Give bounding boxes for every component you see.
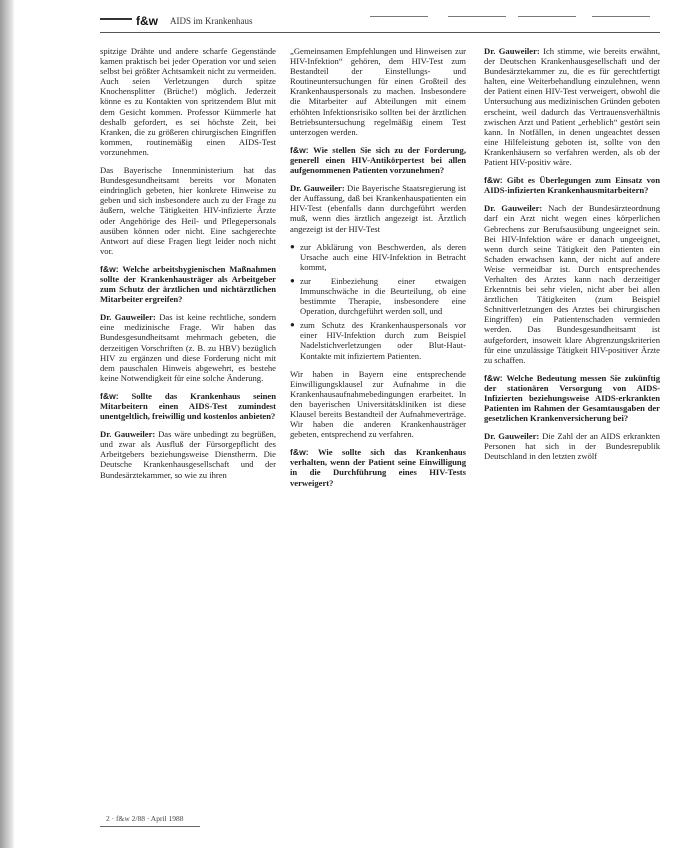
answer-text: Die Bayerische Staatsregierung ist der Auffassung, daß bei Krankenhauspatienten ein HIV-Test (ebenfalls dann durchgeführt werden muß, wenn dies ärztlich angezeigt ist. Ärztlich angezeigt ist der HIV-Test [290, 183, 466, 234]
journal-logo: f&w [136, 14, 158, 28]
speaker-name: Dr. Gauweiler: [484, 203, 543, 214]
question-text: Wie stellen Sie sich zu der Forderung, generell einen HIV-Antikörpertest bei allen aufgenommenen Patienten vorzunehmen? [290, 144, 466, 176]
speaker-name: Dr. Gauweiler: [484, 46, 540, 56]
question-label: f&w: [484, 372, 503, 383]
bullet-item: ● zur Einbeziehung einer etwaigen Immunschwäche in die Beurteilung, ob eine bestimmte Therapie, insbesondere eine Operation, durchgeführt werden soll, und [290, 276, 466, 316]
body-paragraph: „Gemeinsamen Empfehlungen und Hinweisen zur HIV-Infektion“ gehören, dem HIV-Test zum Bestandteil der Einstellungs- und Routineuntersuchungen für einen Großteil des Krankenhauspersonals zu machen. Insbesondere die Mitarbeiter auf Abteilungen mit einem erhöhten Infektionsrisiko sollten bei der ärztlichen Betriebsuntersuchung regelmäßig einem Test unterzogen werden. [290, 46, 466, 137]
interview-answer [484, 203, 660, 365]
speaker-name: Dr. Gauweiler: [100, 429, 156, 440]
speaker-name: Dr. Gauweiler: [290, 183, 345, 194]
question-text: Sollte das Krankenhaus seinen Mitarbeitern einen AIDS-Test zumindest unentgeltlich, freiwillig und kostenlos anbieten? [100, 390, 276, 422]
answer-text: Das wäre unbedingt zu begrüßen, und zwar als Ausfluß der Fürsorgepflicht des Arbeitgebers beziehungsweise Dienstherrn. Die Deutsche Krankenhausgesellschaft und der Bundesärztekammer, so wie zu ihren [100, 429, 276, 480]
body-paragraph: Wir haben in Bayern eine entsprechende Einwilligungsklausel zur Aufnahme in die Krankenhausaufnahmebedingungen erarbeitet. In den bayerischen Universitätskliniken ist diese Klausel bereits Bestandteil der Aufnahmeverträge. Wir haben die anderen Krankenhausträger gebeten, entsprechend zu verfahren. [290, 368, 466, 440]
interview-answer [100, 312, 276, 383]
header-tick [592, 16, 650, 17]
running-header [100, 14, 660, 36]
question-text: Gibt es Überlegungen zum Einsatz von AIDS-infizierten Krankenhausmitarbeitern? [484, 175, 660, 196]
answer-text: Das ist keine rechtliche, sondern eine medizinische Frage. Wir haben das Bundesgesundheitsamt mehrmach gebeten, die derzeitigen Vorschriften (z. B. zu HBV) bezüglich HIV zu ergänzen und diese Forderung nicht mit dem pauschalen Hinweis abgewehrt, es bestehe keine Notwendigkeit für eine solche Änderung. [100, 312, 276, 383]
interview-question [100, 391, 276, 421]
interview-answer [484, 46, 660, 167]
question-label: f&w: [290, 447, 309, 458]
speaker-name: Dr. Gauweiler: [100, 312, 156, 323]
bullet-item: ● zum Schutz des Krankenhauspersonals vor einer HIV-Infektion durch zum Beispiel Nadelstichverletzungen oder Blut-Haut-Kontakte mit infiziertem Patienten. [290, 320, 466, 360]
question-label: f&w: [290, 144, 309, 155]
bullet-list [290, 242, 466, 361]
question-text: Welche Bedeutung messen Sie zukünftig der stationären Versorgung von AIDS-Infizierten beziehungsweise AIDS-erkrankten Patienten im Rahmen der Gesamtausgaben der gesetzlichen Krankenversicherung bei? [484, 372, 660, 424]
text-column-3 [484, 46, 660, 786]
body-paragraph: Das Bayerische Innenministerium hat das Bundesgesundheitsamt bereits vor Monaten eindringlich gebeten, hier konkrete Hinweise zu geben und sich insbesondere auch zu der Frage zu äußern, welche Tätigkeiten HIV-infizierte Ärzte oder Angehörige des Heil- und Pflegepersonals ausüben können oder nicht. Eine sachgerechte Antwort auf diese Fragen liegt leider noch nicht vor. [100, 165, 276, 256]
text-column-2 [290, 46, 466, 786]
header-rule-left [100, 18, 132, 20]
header-tick [370, 16, 428, 17]
scan-binding-edge [0, 0, 14, 848]
question-label: f&w: [484, 175, 503, 186]
interview-answer [290, 183, 466, 233]
header-rule [100, 32, 660, 33]
bullet-item: ● zur Abklärung von Beschwerden, als deren Ursache auch eine HIV-Infektion in Betracht kommt, [290, 242, 466, 272]
body-paragraph: spitzige Drähte und andere scharfe Gegenstände kamen praktisch bei jeder Operation vor und seien selbst bei größter Achtsamkeit nicht zu vermeiden. Auch seien Verletzungen durch spitze Knochensplitter (Brüche!) möglich. Jederzeit könne es zu Kontakten von spritzendem Blut mit dem Gesicht kommen. Professor Kümmerle hat deshalb gefordert, es sei höchste Zeit, bei Kranken, die zu größeren chirurgischen Eingriffen kommen, routinemäßig einen AIDS-Test vorzunehmen. [100, 46, 276, 157]
answer-text: Ich stimme, wie bereits erwähnt, der Deutschen Krankenhausgesellschaft und der Bundesärztekammer zu, die es für gerechtfertigt halten, eine Weiterbehandlung einzulehnen, wenn der Patient einen HIV-Test verweigert, obwohl die Untersuchung aus medizinischen Gründen geboten erscheint, weil dadurch das Vertrauensverhältnis zwischen Arzt und Patient „erheblich“ gestört sein kann. In Notfällen, in denen ungeachtet dessen eine Hilfeleistung geboten ist, sollte von den Krankenhäusern so verfahren werden, als ob der Patient HIV-positiv wäre. [484, 46, 660, 168]
header-tick [518, 16, 576, 17]
interview-answer [100, 429, 276, 479]
text-column-1 [100, 46, 276, 786]
interview-question [484, 373, 660, 423]
answer-text: Nach der Bundesärzteordnung darf ein Arzt nicht wegen eines körperlichen Gebrechens zur Berufsausübung ungeeignet sein. Bei HIV-Infektion wäre er danach ungeeignet, wenn durch seine Tätigkeit den Patienten ein Schaden erwachsen kann, der nicht auf andere Weise vermeidbar ist. Durch entsprechendes Verhalten des Arztes kann nach derzeitiger Erkenntnis bei sehr vielen, nicht aber bei allen ärztlichen Tätigkeiten (zum Beispiel Schnittverletzungen des Arztes bei chirurgischen Eingriffen) ein Patientenschaden vermieden werden. Das Bundesgesundheitsamt ist aufgefordert, insoweit klare Abgrenzungskriterien für eine unzulässige Tätigkeit HIV-positiver Ärzte zu schaffen. [484, 203, 660, 365]
speaker-name: Dr. Gauweiler: [484, 431, 540, 442]
interview-question [100, 264, 276, 304]
question-text: Wie sollte sich das Krankenhaus verhalten, wenn der Patient seine Einwilligung in die Durchführung eines HIV-Tests verweigert? [290, 447, 466, 488]
running-header-title: AIDS im Krankenhaus [170, 16, 253, 26]
header-tick [448, 16, 506, 17]
magazine-page [100, 14, 660, 842]
question-label: f&w: [100, 390, 119, 401]
answer-text: Die Zahl der an AIDS erkrankten Personen hat sich in der Bundesrepublik Deutschland in den letzten zwölf [484, 431, 660, 462]
footer-rule [100, 826, 200, 827]
interview-answer [484, 431, 660, 461]
question-text: Welche arbeitshygienischen Maßnahmen sollte der Krankenhausträger als Arbeitgeber zum Schutz der ärztlichen und nichtärztlichen Mitarbeiter ergreifen? [100, 263, 276, 305]
interview-question [290, 145, 466, 175]
interview-question [484, 175, 660, 195]
page-footer: 2 · f&w 2/88 · April 1988 [106, 814, 184, 823]
interview-question [290, 447, 466, 487]
question-label: f&w: [100, 263, 119, 274]
